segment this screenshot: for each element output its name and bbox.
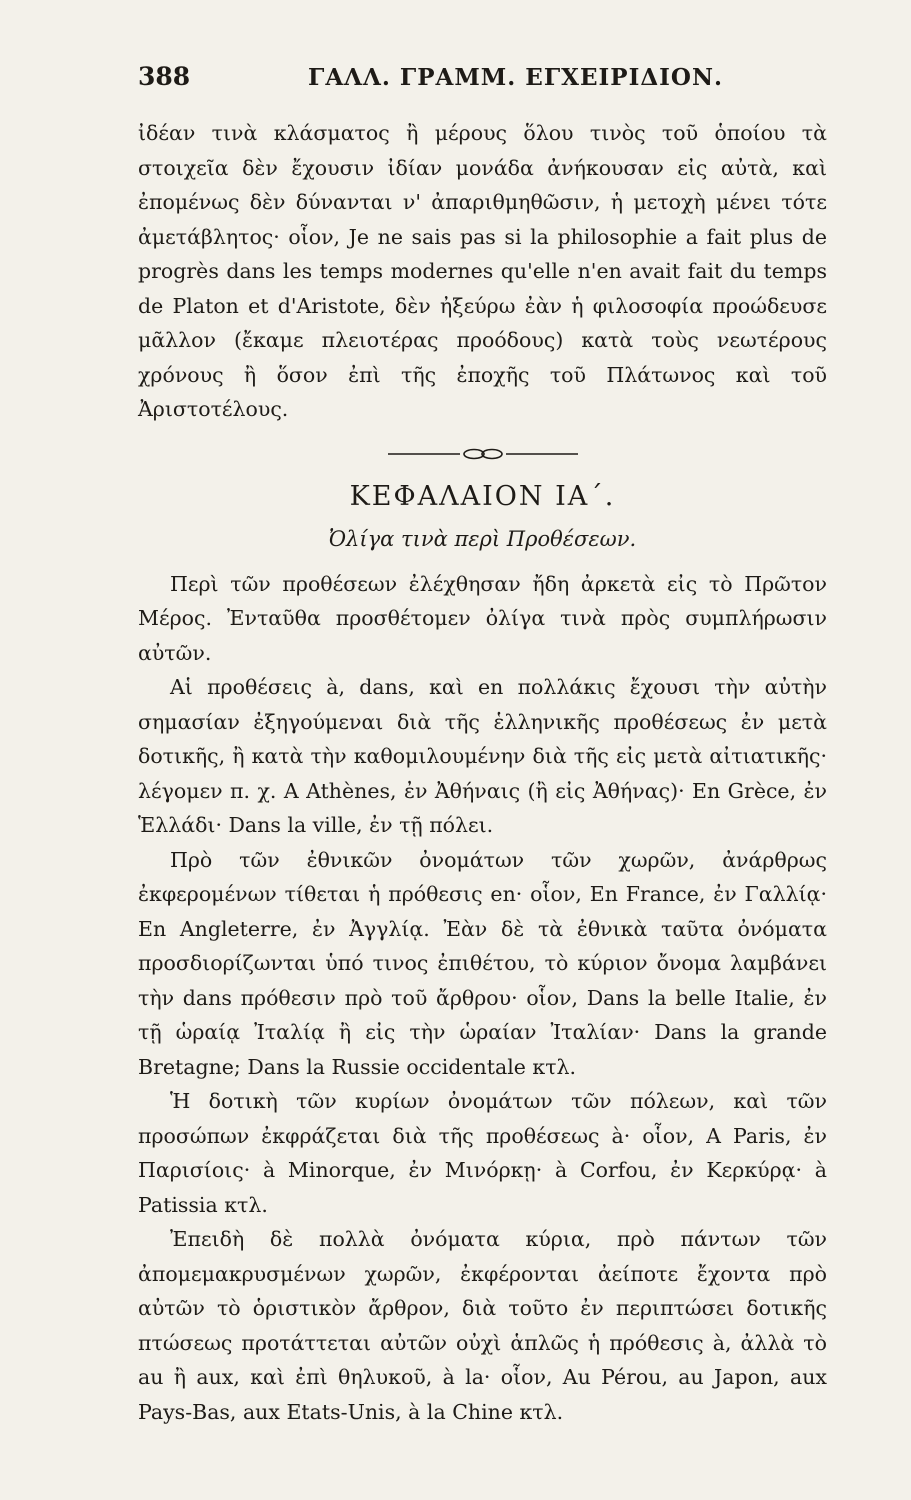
ornamental-rule <box>138 447 827 461</box>
paragraph: Περὶ τῶν προθέσεων ἐλέχθησαν ἤδη ἀρκετὰ εἰς τὸ Πρῶτον Μέρος. Ἐνταῦθα προσθέτομεν ὀλίγα τινὰ πρὸς συμπλήρωσιν αὐτῶν. <box>138 571 827 665</box>
chapter-text-block <box>138 567 827 1430</box>
paragraph: Αἱ προθέσεις à, dans, καὶ en πολλάκις ἔχουσι τὴν αὐτὴν σημασίαν ἐξηγούμεναι διὰ τῆς ἑλληνικῆς προθέσεως ἐν μετὰ δοτικῆς, ἢ κατὰ τὴν καθομιλουμένην διὰ τῆς εἰς μετὰ αἰτιατικῆς· λέγομεν π. χ. A Athènes, ἐν Ἀθήναις (ἢ εἰς Ἀθήνας)· En Grèce, ἐν Ἑλλάδι· Dans la ville, ἐν τῇ πόλει. <box>138 675 827 837</box>
top-text-block <box>138 116 827 427</box>
running-title: ΓΑΛΛ. ΓΡΑΜΜ. ΕΓΧΕΙΡΙΔΙΟΝ. <box>308 64 724 91</box>
paragraph: Πρὸ τῶν ἐθνικῶν ὀνομάτων τῶν χωρῶν, ἀνάρθρως ἐκφερομένων τίθεται ἡ πρόθεσις en· οἷον, En France, ἐν Γαλλίᾳ· En Angleterre, ἐν Ἀγγλίᾳ. Ἐὰν δὲ τὰ ἐθνικὰ ταῦτα ὀνόματα προσδιορίζωνται ὑπό τινος ἐπιθέτου, τὸ κύριον ὄνομα λαμβάνει τὴν dans πρόθεσιν πρὸ τοῦ ἄρθρου· οἷον, Dans la belle Italie, ἐν τῇ ὡραίᾳ Ἰταλίᾳ ἢ εἰς τὴν ὡραίαν Ἰταλίαν· Dans la grande Bretagne; Dans la Russie occidentale κτλ. <box>138 847 827 1079</box>
paragraph: ἰδέαν τινὰ κλάσματος ἢ μέρους ὅλου τινὸς τοῦ ὁποίου τὰ στοιχεῖα δὲν ἔχουσιν ἰδίαν μονάδα ἀνήκουσαν εἰς αὐτὰ, καὶ ἐπομένως δὲν δύνανται ν' ἀπαριθμηθῶσιν, ἡ μετοχὴ μένει τότε ἀμετάβλητος· οἷον, Je ne sais pas si la philosophie a fait plus de progrès dans les temps modernes qu'elle n'en avait fait du temps de Platon et d'Aristote, δὲν ἠξεύρω ἐὰν ἡ φιλοσοφία προώδευσε μᾶλλον (ἔκαμε πλειοτέρας προόδους) κατὰ τοὺς νεωτέρους χρόνους ἢ ὅσον ἐπὶ τῆς ἐποχῆς τοῦ Πλάτωνος καὶ τοῦ Ἀριστοτέλους. <box>138 121 827 421</box>
paragraph: Ἡ δοτικὴ τῶν κυρίων ὀνομάτων τῶν πόλεων, καὶ τῶν προσώπων ἐκφράζεται διὰ τῆς προθέσεως à· οἷον, A Paris, ἐν Παρισίοις· à Minorque, ἐν Μινόρκῃ· à Corfou, ἐν Κερκύρᾳ· à Patissia κτλ. <box>138 1089 827 1217</box>
page-number: 388 <box>138 62 191 91</box>
running-head <box>138 62 827 102</box>
chapter-subtitle: Ὀλίγα τινὰ περὶ Προθέσεων. <box>328 526 637 551</box>
ornament-icon <box>388 447 578 461</box>
paragraph: Ἐπειδὴ δὲ πολλὰ ὀνόματα κύρια, πρὸ πάντων τῶν ἀπομεμακρυσμένων χωρῶν, ἐκφέρονται ἀείποτε ἔχοντα πρὸ αὐτῶν τὸ ὁριστικὸν ἄρθρον, διὰ τοῦτο ἐν περιπτώσει δοτικῆς πτώσεως προτάττεται αὐτῶν οὐχὶ ἁπλῶς ἡ πρόθεσις à, ἀλλὰ τὸ au ἢ aux, καὶ ἐπὶ θηλυκοῦ, à la· οἷον, Au Pérou, au Japon, aux Pays-Bas, aux Etats-Unis, à la Chine κτλ. <box>138 1227 827 1424</box>
chapter-heading: ΚΕΦΑΛΑΙΟΝ ΙΑ΄. <box>349 480 616 512</box>
